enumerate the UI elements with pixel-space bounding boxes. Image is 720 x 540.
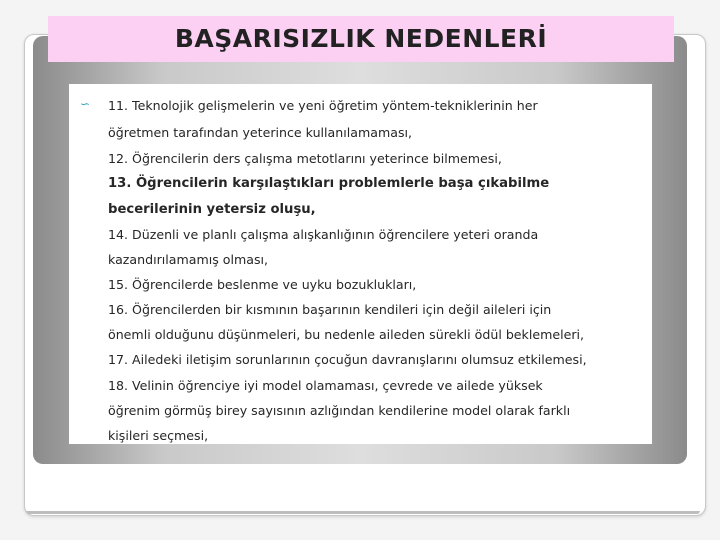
text-line: 16. Öğrencilerden bir kısmının başarının kendileri için değil aileleri için: [108, 302, 552, 317]
text-line: 15. Öğrencilerde beslenme ve uyku bozuklukları,: [108, 277, 417, 292]
text-line: öğretmen tarafından yeterince kullanılamaması,: [108, 125, 413, 140]
text-line-bold: becerilerinin yetersiz oluşu,: [108, 202, 316, 217]
slide-bottom-edge: [26, 511, 700, 514]
text-line: önemli olduğunu düşünmeleri, bu nedenle aileden sürekli ödül beklemeleri,: [108, 327, 585, 342]
title-bar: [48, 16, 674, 62]
text-line: 11. Teknolojik gelişmelerin ve yeni öğretim yöntem-tekniklerinin her: [108, 98, 538, 113]
text-line-bold: 13. Öğrencilerin karşılaştıkları problemlerle başa çıkabilme: [108, 176, 550, 191]
text-line: 17. Ailedeki iletişim sorunlarının çocuğun davranışlarını olumsuz etkilemesi,: [108, 352, 587, 367]
text-line: 18. Velinin öğrenciye iyi model olamaması, çevrede ve ailede yüksek: [108, 378, 543, 393]
text-line: kazandırılamamış olması,: [108, 252, 269, 267]
text-line: öğrenim görmüş birey sayısının azlığından kendilerine model olarak farklı: [108, 403, 571, 418]
curly-bullet-icon: ∽: [80, 97, 91, 111]
text-line: 12. Öğrencilerin ders çalışma metotlarını yeterince bilmemesi,: [108, 151, 502, 166]
text-line: 14. Düzenli ve planlı çalışma alışkanlığının öğrencilere yeteri oranda: [108, 227, 539, 242]
slide-title: BAŞARISIZLIK NEDENLERİ: [174, 24, 548, 53]
text-line: kişileri seçmesi,: [108, 428, 209, 443]
